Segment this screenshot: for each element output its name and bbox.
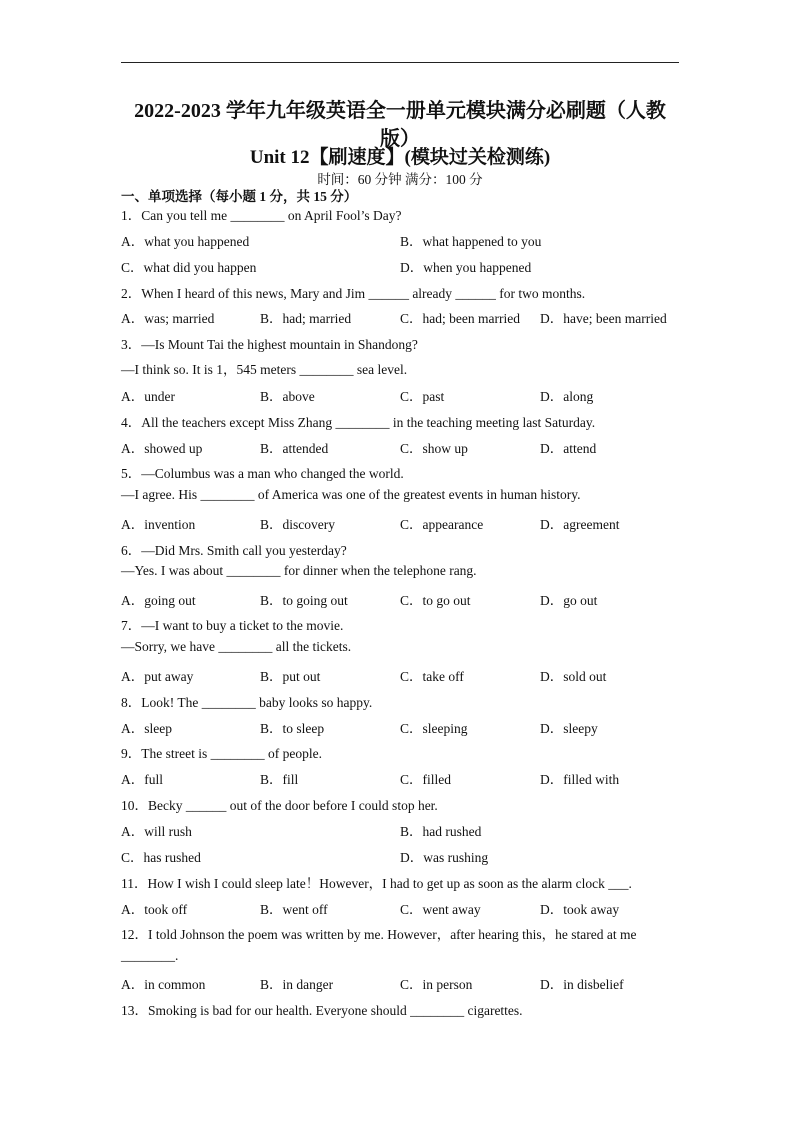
q12-option-a: A．in common [121,977,206,992]
q4-option-d: D．attend [540,441,597,456]
question-1-stem: 1．Can you tell me ________ on April Fool’s Day? [121,208,402,223]
section-heading: 一、单项选择（每小题 1 分，共 15 分） [121,189,358,204]
q11-option-a: A．took off [121,902,188,917]
q12-option-d: D．in disbelief [540,977,624,992]
page-title [110,97,690,153]
q10-option-a: A．will rush [121,824,192,839]
q2-option-b: B．had; married [260,311,352,326]
question-12-stem: 12．I told Johnson the poem was written by me. However，after hearing this，he stared at me [121,927,637,942]
title-line-1: 2022-2023 学年九年级英语全一册单元模块满分必刷题（人教 [134,100,666,122]
question-7-stem-2: —Sorry, we have ________ all the tickets. [121,639,352,654]
q3-option-a: A．under [121,389,175,404]
q4-option-b: B．attended [260,441,329,456]
q5-option-d: D．agreement [540,517,620,532]
q8-option-c: C．sleeping [400,721,468,736]
question-6-stem-2: —Yes. I was about ________ for dinner when the telephone rang. [121,563,477,578]
q6-option-b: B．to going out [260,593,348,608]
question-12-stem-2: ________. [121,948,179,963]
q8-option-b: B．to sleep [260,721,325,736]
q9-option-d: D．filled with [540,772,620,787]
q7-option-b: B．put out [260,669,321,684]
q2-option-d: D．have; been married [540,311,667,326]
q11-option-b: B．went off [260,902,328,917]
top-rule [121,62,679,63]
q9-option-c: C．filled [400,772,451,787]
question-6-stem: 6．—Did Mrs. Smith call you yesterday? [121,543,347,558]
q12-option-c: C．in person [400,977,473,992]
question-9-stem: 9．The street is ________ of people. [121,746,322,761]
question-3-stem-2: —I think so. It is 1，545 meters ________ sea level. [121,362,408,377]
q7-option-c: C．take off [400,669,464,684]
q11-option-d: D．took away [540,902,620,917]
q7-option-a: A．put away [121,669,194,684]
q10-option-d: D．was rushing [400,850,489,865]
q6-option-d: D．go out [540,593,598,608]
q1-option-c: C．what did you happen [121,260,257,275]
question-10-stem: 10．Becky ______ out of the door before I could stop her. [121,798,438,813]
q2-option-a: A．was; married [121,311,215,326]
q1-option-a: A．what you happened [121,234,250,249]
q5-option-b: B．discovery [260,517,335,532]
q8-option-a: A．sleep [121,721,172,736]
q6-option-a: A．going out [121,593,196,608]
q12-option-b: B．in danger [260,977,334,992]
title-line-2: 版） [380,128,420,150]
q10-option-c: C．has rushed [121,850,201,865]
q1-option-d: D．when you happened [400,260,532,275]
time-score: 时间：60 分钟 满分：100 分 [317,172,483,187]
q4-option-a: A．showed up [121,441,203,456]
q10-option-b: B．had rushed [400,824,482,839]
question-3-stem: 3．—Is Mount Tai the highest mountain in Shandong? [121,337,418,352]
q8-option-d: D．sleepy [540,721,598,736]
question-13-stem: 13．Smoking is bad for our health. Everyone should ________ cigarettes. [121,1003,523,1018]
q6-option-c: C．to go out [400,593,471,608]
page-subtitle: Unit 12【刷速度】(模块过关检测练) [249,147,551,168]
q9-option-b: B．fill [260,772,299,787]
question-5-stem: 5．—Columbus was a man who changed the world. [121,466,404,481]
question-5-stem-2: —I agree. His ________ of America was one of the greatest events in human history. [121,487,581,502]
question-7-stem: 7．—I want to buy a ticket to the movie. [121,618,344,633]
q11-option-c: C．went away [400,902,481,917]
q9-option-a: A．full [121,772,163,787]
q3-option-b: B．above [260,389,315,404]
q1-option-b: B．what happened to you [400,234,542,249]
q5-option-c: C．appearance [400,517,484,532]
q2-option-c: C．had; been married [400,311,520,326]
question-11-stem: 11．How I wish I could sleep late！However，I had to get up as soon as the alarm clock ___. [121,876,632,891]
q5-option-a: A．invention [121,517,196,532]
question-8-stem: 8．Look! The ________ baby looks so happy. [121,695,373,710]
q7-option-d: D．sold out [540,669,607,684]
q4-option-c: C．show up [400,441,468,456]
question-2-stem: 2．When I heard of this news, Mary and Jim ______ already ______ for two months. [121,286,586,301]
question-4-stem: 4．All the teachers except Miss Zhang ________ in the teaching meeting last Saturday. [121,415,596,430]
q3-option-d: D．along [540,389,594,404]
q3-option-c: C．past [400,389,445,404]
